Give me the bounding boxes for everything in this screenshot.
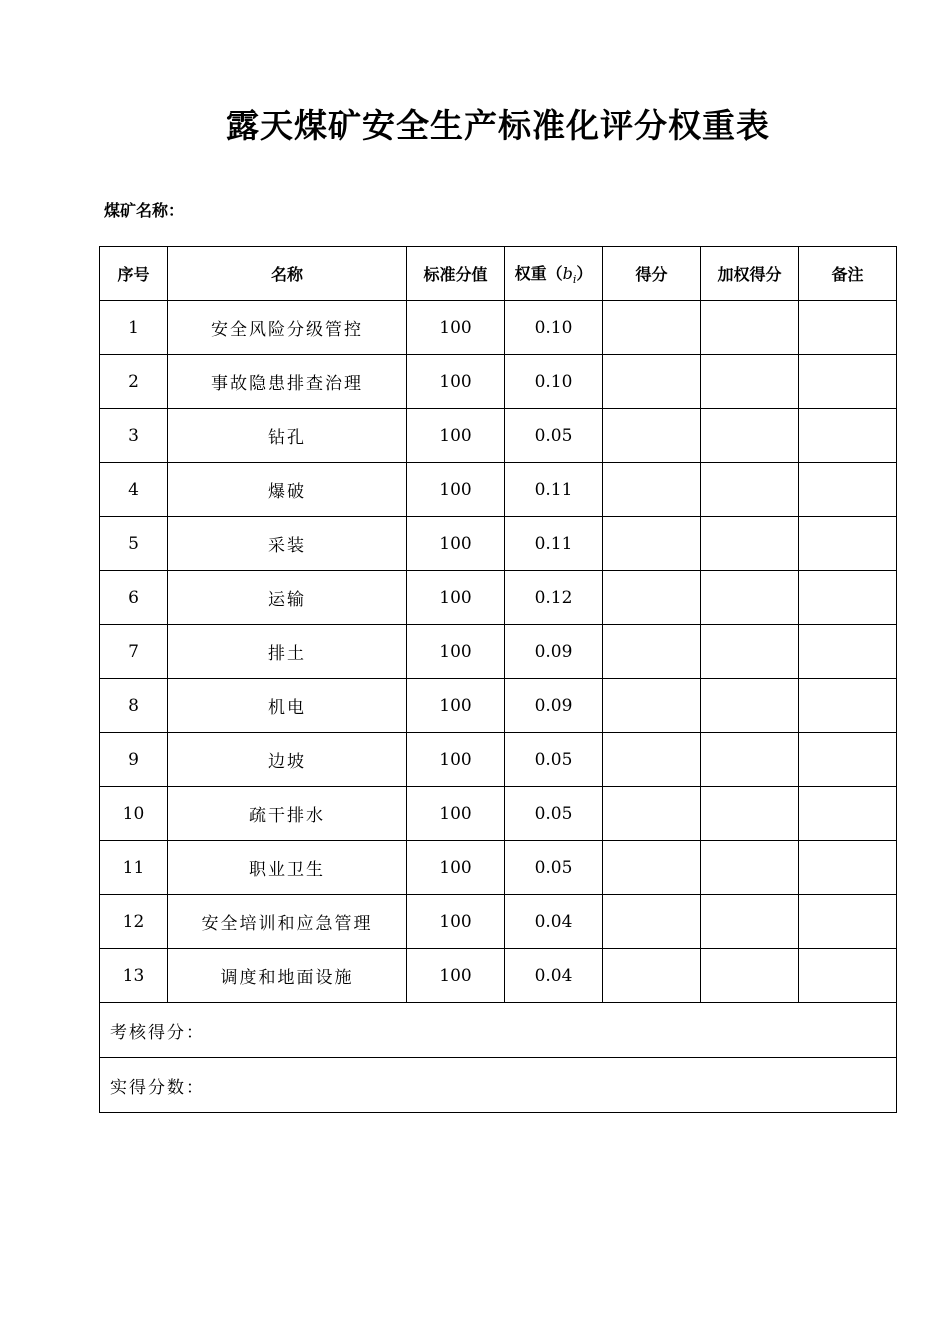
row-weight: 0.04 <box>505 949 603 1003</box>
row-index: 1 <box>100 301 168 355</box>
row-score-cell[interactable] <box>603 517 701 571</box>
row-index: 6 <box>100 571 168 625</box>
actual-score-cell[interactable] <box>100 1058 897 1113</box>
table-row <box>100 625 897 679</box>
table-row <box>100 301 897 355</box>
row-remarks-cell[interactable] <box>799 895 897 949</box>
row-score-cell[interactable] <box>603 787 701 841</box>
row-score-cell[interactable] <box>603 895 701 949</box>
row-standard-score: 100 <box>407 355 505 409</box>
row-index: 5 <box>100 517 168 571</box>
row-weight: 0.05 <box>505 409 603 463</box>
row-score-cell[interactable] <box>603 679 701 733</box>
header-index: 序号 <box>100 247 168 301</box>
row-remarks-cell[interactable] <box>799 301 897 355</box>
row-weight: 0.05 <box>505 733 603 787</box>
row-score-cell[interactable] <box>603 949 701 1003</box>
row-weighted-score-cell[interactable] <box>701 517 799 571</box>
row-score-cell[interactable] <box>603 571 701 625</box>
header-weighted-score: 加权得分 <box>701 247 799 301</box>
row-name: 运输 <box>168 571 407 625</box>
row-name: 调度和地面设施 <box>168 949 407 1003</box>
row-weighted-score-cell[interactable] <box>701 625 799 679</box>
row-standard-score: 100 <box>407 625 505 679</box>
table-header-row <box>100 247 897 301</box>
row-weighted-score-cell[interactable] <box>701 409 799 463</box>
table-row <box>100 895 897 949</box>
row-index: 9 <box>100 733 168 787</box>
row-remarks-cell[interactable] <box>799 625 897 679</box>
row-weight: 0.11 <box>505 463 603 517</box>
row-index: 7 <box>100 625 168 679</box>
row-name: 疏干排水 <box>168 787 407 841</box>
row-standard-score: 100 <box>407 949 505 1003</box>
header-weight-prefix: 权重（ <box>514 263 563 283</box>
row-name: 爆破 <box>168 463 407 517</box>
assessment-score-cell[interactable] <box>100 1003 897 1058</box>
row-standard-score: 100 <box>407 787 505 841</box>
row-remarks-cell[interactable] <box>799 355 897 409</box>
row-standard-score: 100 <box>407 841 505 895</box>
row-score-cell[interactable] <box>603 355 701 409</box>
mine-name-label: 煤矿名称： <box>104 201 185 220</box>
row-weighted-score-cell[interactable] <box>701 301 799 355</box>
table-row <box>100 841 897 895</box>
table-row <box>100 679 897 733</box>
row-weight: 0.05 <box>505 841 603 895</box>
row-remarks-cell[interactable] <box>799 679 897 733</box>
row-remarks-cell[interactable] <box>799 571 897 625</box>
row-index: 8 <box>100 679 168 733</box>
row-score-cell[interactable] <box>603 301 701 355</box>
row-name: 采装 <box>168 517 407 571</box>
row-weight: 0.11 <box>505 517 603 571</box>
table-row <box>100 571 897 625</box>
row-name: 事故隐患排查治理 <box>168 355 407 409</box>
assessment-score-row <box>100 1003 897 1058</box>
row-weight: 0.09 <box>505 679 603 733</box>
row-weight: 0.04 <box>505 895 603 949</box>
row-index: 3 <box>100 409 168 463</box>
header-weight-suffix: ） <box>576 263 593 283</box>
row-remarks-cell[interactable] <box>799 949 897 1003</box>
row-weighted-score-cell[interactable] <box>701 949 799 1003</box>
row-index: 11 <box>100 841 168 895</box>
row-score-cell[interactable] <box>603 625 701 679</box>
row-remarks-cell[interactable] <box>799 787 897 841</box>
row-score-cell[interactable] <box>603 409 701 463</box>
row-standard-score: 100 <box>407 301 505 355</box>
row-weighted-score-cell[interactable] <box>701 787 799 841</box>
row-weighted-score-cell[interactable] <box>701 571 799 625</box>
row-score-cell[interactable] <box>603 463 701 517</box>
row-standard-score: 100 <box>407 409 505 463</box>
header-weight <box>505 247 603 301</box>
row-weighted-score-cell[interactable] <box>701 841 799 895</box>
header-standard-score: 标准分值 <box>407 247 505 301</box>
table-row <box>100 409 897 463</box>
header-remarks: 备注 <box>799 247 897 301</box>
row-standard-score: 100 <box>407 679 505 733</box>
row-name: 安全培训和应急管理 <box>168 895 407 949</box>
actual-score-label: 实得分数： <box>110 1077 205 1098</box>
assessment-score-label: 考核得分： <box>110 1022 205 1043</box>
row-index: 10 <box>100 787 168 841</box>
table-row <box>100 355 897 409</box>
row-remarks-cell[interactable] <box>799 409 897 463</box>
row-standard-score: 100 <box>407 517 505 571</box>
row-name: 边坡 <box>168 733 407 787</box>
row-name: 职业卫生 <box>168 841 407 895</box>
row-score-cell[interactable] <box>603 841 701 895</box>
row-index: 12 <box>100 895 168 949</box>
actual-score-row <box>100 1058 897 1113</box>
row-weighted-score-cell[interactable] <box>701 679 799 733</box>
row-remarks-cell[interactable] <box>799 733 897 787</box>
row-index: 13 <box>100 949 168 1003</box>
row-weight: 0.05 <box>505 787 603 841</box>
row-remarks-cell[interactable] <box>799 517 897 571</box>
row-standard-score: 100 <box>407 895 505 949</box>
row-name: 安全风险分级管控 <box>168 301 407 355</box>
row-score-cell[interactable] <box>603 733 701 787</box>
row-weighted-score-cell[interactable] <box>701 355 799 409</box>
row-weight: 0.12 <box>505 571 603 625</box>
row-name: 机电 <box>168 679 407 733</box>
row-standard-score: 100 <box>407 733 505 787</box>
table-row <box>100 463 897 517</box>
row-standard-score: 100 <box>407 463 505 517</box>
table-row <box>100 733 897 787</box>
row-standard-score: 100 <box>407 571 505 625</box>
header-weight-variable: $b_i$ <box>562 263 577 287</box>
table-row <box>100 949 897 1003</box>
row-weighted-score-cell[interactable] <box>701 463 799 517</box>
row-weighted-score-cell[interactable] <box>701 895 799 949</box>
row-weighted-score-cell[interactable] <box>701 733 799 787</box>
row-remarks-cell[interactable] <box>799 463 897 517</box>
row-index: 4 <box>100 463 168 517</box>
row-name: 排土 <box>168 625 407 679</box>
row-weight: 0.09 <box>505 625 603 679</box>
page-title: 露天煤矿安全生产标准化评分权重表 <box>226 106 770 145</box>
table-row <box>100 787 897 841</box>
weight-table <box>99 246 897 1113</box>
table-row <box>100 517 897 571</box>
row-weight: 0.10 <box>505 355 603 409</box>
row-index: 2 <box>100 355 168 409</box>
row-remarks-cell[interactable] <box>799 841 897 895</box>
row-weight: 0.10 <box>505 301 603 355</box>
header-score: 得分 <box>603 247 701 301</box>
header-name: 名称 <box>168 247 407 301</box>
row-name: 钻孔 <box>168 409 407 463</box>
